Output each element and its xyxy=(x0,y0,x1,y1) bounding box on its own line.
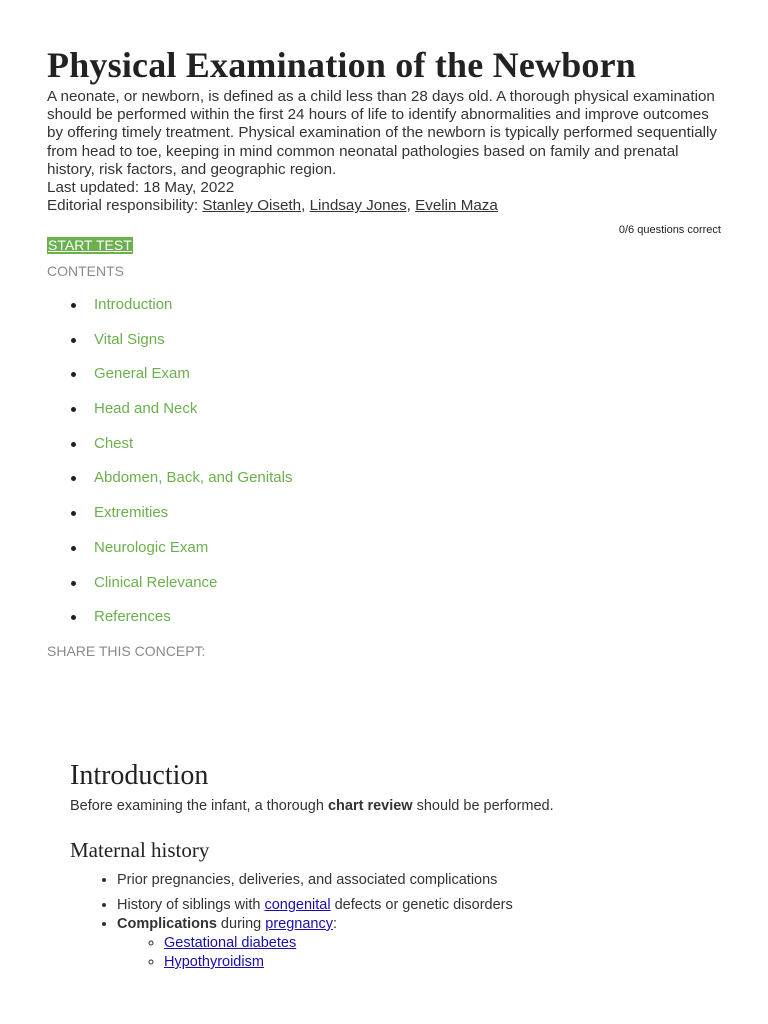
toc-item xyxy=(47,435,292,470)
intro-text-end: should be performed. xyxy=(412,798,554,814)
bullet-icon xyxy=(71,476,76,481)
list-item xyxy=(117,896,710,915)
toc-link-chest[interactable]: Chest xyxy=(94,434,134,452)
last-updated: Last updated: 18 May, 2022 xyxy=(47,179,235,197)
subsection-heading: Maternal history xyxy=(70,838,210,862)
bullet-icon xyxy=(71,442,76,447)
editor-link-3[interactable]: Evelin Maza xyxy=(415,197,498,215)
bullet-icon xyxy=(71,546,76,551)
bullet-icon xyxy=(71,303,76,308)
editor-link-2[interactable]: Lindsay Jones xyxy=(309,197,407,215)
toc-link-extremities[interactable]: Extremities xyxy=(94,504,169,522)
list-text: : xyxy=(333,916,338,932)
toc-item xyxy=(47,608,292,643)
introduction-section xyxy=(70,760,710,972)
list-item xyxy=(117,915,710,972)
hypothyroidism-link[interactable]: Hypothyroidism xyxy=(164,954,264,970)
lead-paragraph: A neonate, or newborn, is defined as a child less than 28 days old. A thorough physical examination should be performed within the first 24 hours of life to identify abnormalities and improve outcomes by offering timely treatment. Physical examination of the newborn is typically performed sequentially from head to toe, keeping in mind common neonatal pathologies based on family and prenatal history, risk factors, and geographic region. xyxy=(47,88,717,178)
toc-item xyxy=(47,296,292,331)
toc-link-clinical-relevance[interactable]: Clinical Relevance xyxy=(94,573,218,591)
list-bold: Complications xyxy=(117,916,217,932)
section-heading: Introduction xyxy=(70,760,209,791)
editorial-line: Editorial responsibility: Stanley Oiseth, Lindsay Jones, Evelin Maza xyxy=(47,197,498,215)
toc-link-head-and-neck[interactable]: Head and Neck xyxy=(94,400,198,418)
intro-paragraph xyxy=(70,798,710,814)
maternal-history-list xyxy=(70,871,710,972)
bullet-icon xyxy=(71,338,76,343)
toc-item xyxy=(47,504,292,539)
sublist-item xyxy=(164,953,710,972)
bullet-icon xyxy=(71,407,76,412)
share-label: SHARE THIS CONCEPT: xyxy=(47,643,206,659)
list-text: defects or genetic disorders xyxy=(330,897,513,913)
toc-link-introduction[interactable]: Introduction xyxy=(94,296,173,313)
bullet-icon xyxy=(71,372,76,377)
quiz-score: 0/6 questions correct xyxy=(618,224,721,236)
editor-link-1[interactable]: Stanley Oiseth xyxy=(202,197,302,215)
sublist-item xyxy=(164,934,710,953)
list-item: • Prior pregnancies, deliveries, and associated complications xyxy=(117,871,710,890)
toc-item xyxy=(47,539,292,574)
toc-item xyxy=(47,365,292,400)
gestational-diabetes-link[interactable]: Gestational diabetes xyxy=(164,935,297,951)
toc-item xyxy=(47,400,292,435)
toc-item xyxy=(47,331,292,366)
bullet-icon xyxy=(71,581,76,586)
contents-label: CONTENTS xyxy=(47,263,124,279)
toc-link-general-exam[interactable]: General Exam xyxy=(94,365,190,383)
editorial-prefix: Editorial responsibility: xyxy=(47,197,203,215)
page-title: Physical Examination of the Newborn xyxy=(47,45,637,85)
article-lead xyxy=(47,88,723,215)
congenital-link[interactable]: congenital xyxy=(264,897,331,913)
list-text: during xyxy=(216,916,266,932)
start-test-button[interactable]: START TEST xyxy=(48,237,132,253)
complications-sublist xyxy=(117,934,710,972)
table-of-contents xyxy=(47,296,292,643)
pregnancy-link[interactable]: pregnancy xyxy=(265,916,333,932)
intro-text: Before examining the infant, a thorough xyxy=(70,798,328,814)
toc-item xyxy=(47,469,292,504)
toc-link-references[interactable]: References xyxy=(94,608,171,626)
toc-link-abdomen[interactable]: Abdomen, Back, and Genitals xyxy=(94,469,293,487)
toc-link-neurologic-exam[interactable]: Neurologic Exam xyxy=(94,538,209,556)
intro-bold: chart review xyxy=(327,798,413,814)
bullet-icon xyxy=(71,615,76,620)
bullet-icon xyxy=(71,511,76,516)
list-text: History of siblings with xyxy=(117,897,265,913)
toc-item xyxy=(47,574,292,609)
toc-link-vital-signs[interactable]: Vital Signs xyxy=(94,330,165,348)
